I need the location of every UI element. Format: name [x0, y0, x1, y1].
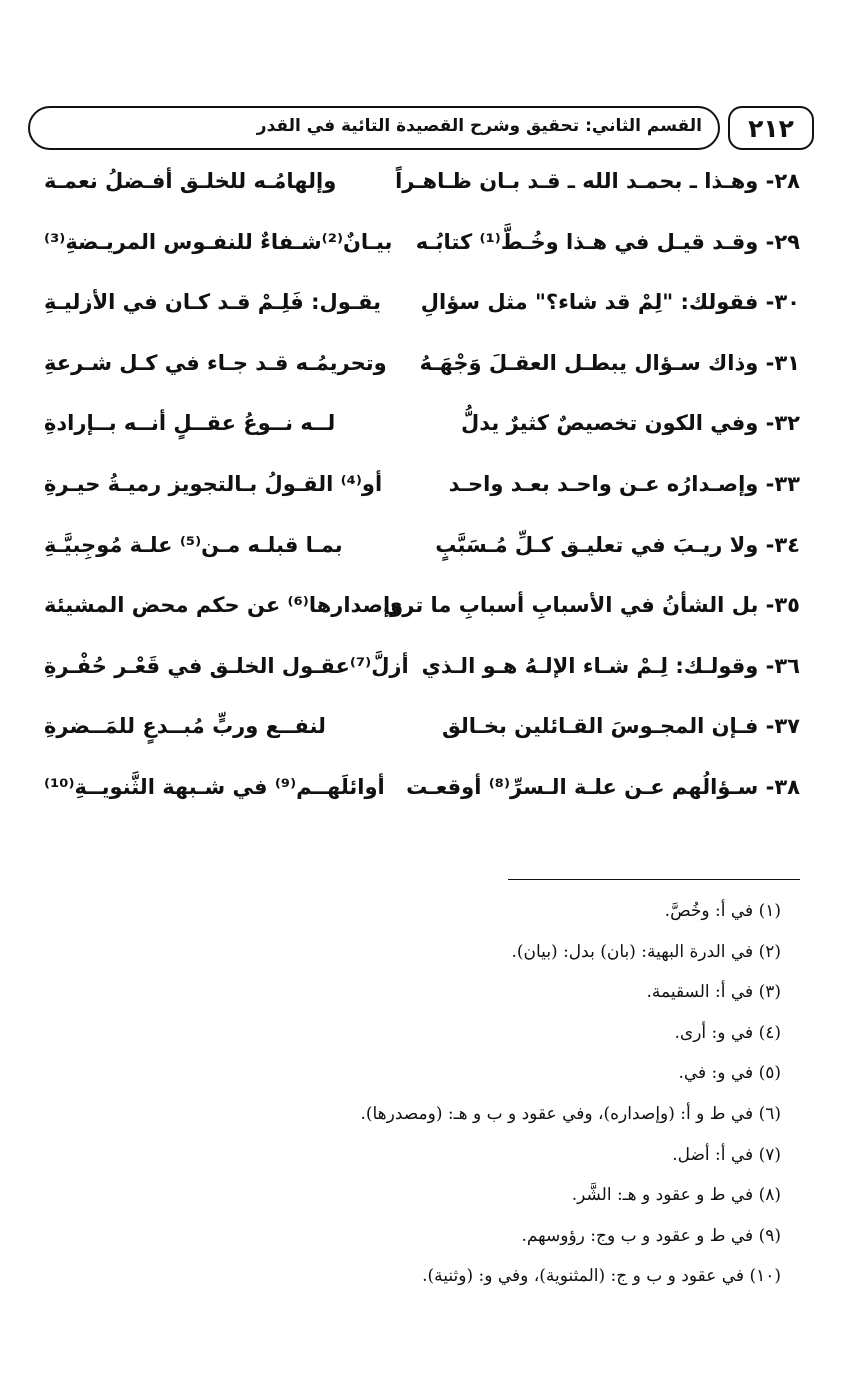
verse-second-hemistich: وإصدارها⁽⁶⁾ عن حكم محض المشيئة — [44, 593, 404, 618]
verse-line — [30, 342, 800, 403]
verse-first-hemistich: ٣٢- وفي الكون تخصيصٌ كثيرٌ يدلُّ — [461, 411, 800, 436]
footnote: (١٠) في عقود و ب و ج: (المثنوية)، وفي و: (وثنية). — [422, 1266, 781, 1287]
footnote: (٨) في ط و عقود و هـ: الشَّر. — [571, 1185, 781, 1206]
verse-second-hemistich: لنفــع وربٍّ مُبــدعٍ للمَــضرةِ — [44, 714, 326, 739]
verse-first-hemistich: ٣٨- سـؤالُهم عـن علـة الـسرِّ⁽⁸⁾ أوقعـت — [406, 774, 800, 799]
verse-first-hemistich: ٣٥- بل الشأنُ في الأسبابِ أسبابِ ما ترى — [383, 593, 800, 618]
verse-second-hemistich: أوائلَهــم⁽⁹⁾ في شـبهة الثَّنويــةِ⁽¹⁰⁾ — [44, 774, 385, 799]
footnotes — [81, 896, 781, 1302]
verse-second-hemistich: لــه نــوعُ عقــلٍ أنــه بــإرادةِ — [44, 411, 336, 436]
verse-first-hemistich: ٢٨- وهـذا ـ بحمـد الله ـ قـد بـان ظـاهـراً — [395, 169, 800, 193]
footnote: (٥) في و: في. — [678, 1063, 781, 1084]
footnote: (١) في أ: وخُصَّ. — [664, 901, 781, 921]
verse-second-hemistich: أزلَّ⁽⁷⁾عقـول الخلـق في قَعْـر حُفْـرةِ — [44, 653, 409, 678]
footnote: (٧) في أ: أضل. — [672, 1144, 781, 1165]
page-header — [28, 106, 814, 154]
verse-line — [30, 705, 800, 766]
verse-first-hemistich: ٣١- وذاك سـؤال يبطـل العقـلَ وَجْهَـهُ — [419, 350, 800, 375]
verse-second-hemistich: بيـانٌ⁽²⁾شـفاءٌ للنفـوس المريـضةِ⁽³⁾ — [44, 229, 393, 254]
verse-line — [30, 645, 800, 706]
verse-line — [30, 402, 800, 463]
verse-second-hemistich: وإلهامُـه للخلـق أفـضلُ نعمـة — [44, 169, 337, 193]
footnote: (٤) في و: أرى. — [674, 1022, 781, 1043]
page-number: ٢١٢ — [728, 106, 814, 150]
footnote: (٩) في ط و عقود و ب وج: رؤوسهم. — [521, 1225, 781, 1246]
verse-line — [30, 463, 800, 524]
verse-line — [30, 281, 800, 342]
verse-second-hemistich: وتحريمُـه قـد جـاء في كـل شـرعةِ — [44, 350, 387, 375]
verse-first-hemistich: ٣٠- فقولك: "لِمْ قد شاء؟" مثل سؤالِ — [420, 290, 800, 315]
footnote: (٢) في الدرة البهية: (بان) بدل: (بيان). — [511, 941, 781, 962]
footnote-separator — [508, 879, 800, 880]
verse-second-hemistich: يقـول: فَلِـمْ قـد كـان في الأزليـةِ — [44, 290, 382, 315]
verse-second-hemistich: بمـا قبلـه مـن⁽⁵⁾ علـة مُوجِبيَّـةِ — [44, 532, 343, 557]
verse-line — [30, 584, 800, 645]
verse-line — [30, 221, 800, 282]
footnote: (٦) في ط و أ: (وإصداره)، وفي عقود و ب و هـ: (ومصدرها). — [360, 1103, 781, 1124]
verse-first-hemistich: ٢٩- وقـد قيـل في هـذا وخُـطَّ⁽¹⁾ كتابُـه — [415, 229, 800, 254]
footnote: (٣) في أ: السقيمة. — [646, 982, 781, 1003]
verse-first-hemistich: ٣٤- ولا ريـبَ في تعليـق كـلِّ مُـسَبَّبٍ — [435, 532, 800, 557]
verse-first-hemistich: ٣٣- وإصـدارُه عـن واحـد بعـد واحـد — [448, 471, 800, 496]
verse-line — [30, 524, 800, 585]
header-title: القسم الثاني: تحقيق وشرح القصيدة التائية في القدر — [256, 116, 702, 136]
verse-line — [30, 766, 800, 827]
verse-first-hemistich: ٣٦- وقولـك: لِـمْ شـاء الإلـهُ هـو الـذي — [421, 653, 800, 678]
verse-line — [30, 160, 800, 221]
verse-second-hemistich: أو⁽⁴⁾ القـولُ بـالتجويز رميـةُ حيـرةِ — [44, 471, 383, 496]
verse-first-hemistich: ٣٧- فـإن المجـوسَ القـائلين بخـالق — [441, 714, 800, 739]
poem-body — [30, 160, 800, 827]
